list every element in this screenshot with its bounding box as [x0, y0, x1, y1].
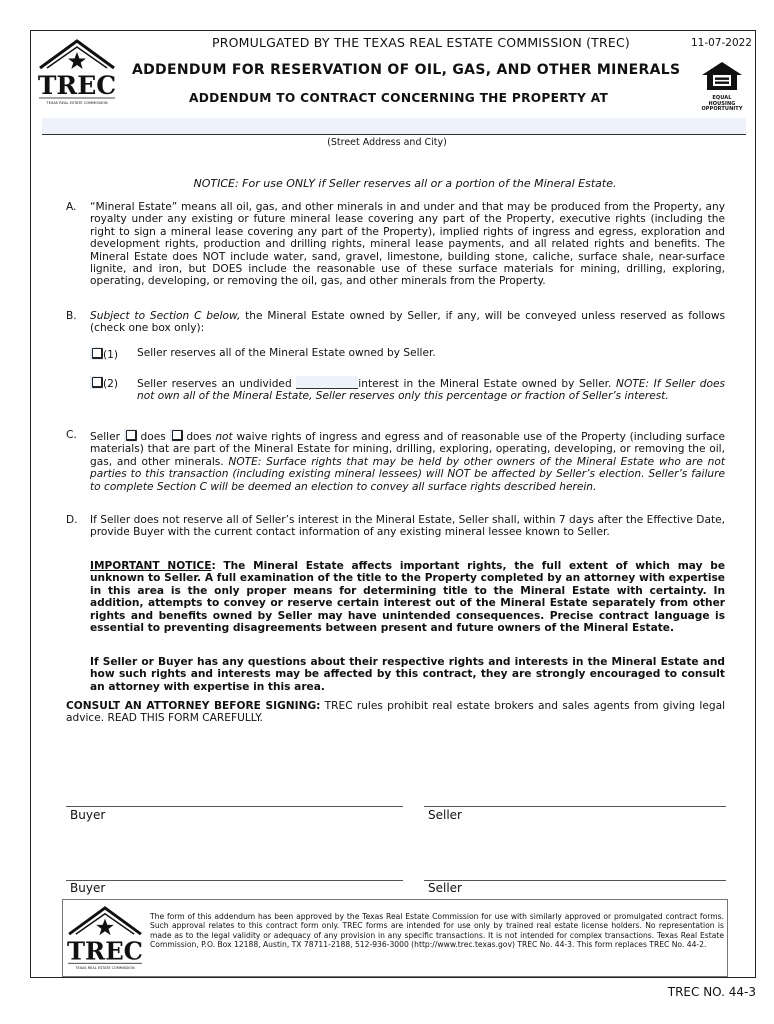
section-b-intro: the Mineral Estate owned by Seller, if any, will be conveyed unless reserved as follows (check one box only): — [90, 310, 726, 335]
section-a — [66, 201, 725, 288]
consult-text: TREC rules prohibit real estate brokers and sales agents from giving legal advice. READ THIS FORM CAREFULLY. — [66, 700, 726, 725]
questions-paragraph: If Seller or Buyer has any questions about their respective rights and interests in the Mineral Estate and how such rights and interests may be affected by this contract, they are strongly encouraged to consult an attorney with expertise in this area. — [90, 656, 725, 693]
option-1-text: Seller reserves all of the Mineral Estate owned by Seller. — [137, 347, 436, 359]
section-c-label: C. — [66, 429, 77, 441]
svg-text:TREC: TREC — [67, 936, 143, 966]
does-waive-checkbox[interactable] — [124, 429, 137, 442]
page-border — [30, 30, 756, 978]
address-caption: (Street Address and City) — [327, 137, 447, 148]
equal-housing-text — [697, 96, 747, 113]
seller-signature-line-2[interactable] — [424, 880, 726, 881]
important-notice — [90, 560, 725, 634]
section-d-text: If Seller does not reserve all of Seller’s interest in the Mineral Estate, Seller shall, within 7 days after the Effective Date, provide Buyer with the current contact information of any existing mineral lessee known to Seller. — [90, 514, 725, 539]
section-d — [66, 514, 725, 539]
does-not-waive-checkbox[interactable] — [170, 429, 183, 442]
seller-signature-line-1[interactable] — [424, 806, 726, 807]
footer-disclaimer: The form of this addendum has been approved by the Texas Real Estate Commission for use with similarly approved or promulgated contract forms. Such approval relates to this contract form only. TREC forms are intended for use only by trained real estate license holders. No representation is made as to the legal validity or adequacy of any provision in any specific transactions. It is not intended for complex transactions. Texas Real Estate Commission, P.O. Box 12188, Austin, TX 78711-2188, 512-936-3000 (http://www.trec.texas.gov) TREC No. 44-3. This form replaces TREC No. 44-2. — [150, 912, 724, 949]
important-notice-text: : The Mineral Estate affects important rights, the full extent of which may be unknown to Seller. A full examination of the title to the Property completed by an attorney with expertise in this area is the only proper means for determining title to the Mineral Estate with certainty. In addition, attempts to convey or reserve certain interest out of the Mineral Estate separately from other rights and benefits owned by Seller may have unintended consequences. Precise contract language is essential to preventing disagreements between present and future owners of the Mineral Estate. — [90, 560, 726, 635]
trec-house-star-icon — [66, 905, 144, 971]
consult-bold: CONSULT AN ATTORNEY BEFORE SIGNING: — [66, 700, 321, 712]
svg-text:TEXAS REAL ESTATE COMMISSION: TEXAS REAL ESTATE COMMISSION — [46, 101, 108, 105]
section-b-intro-italic: Subject to Section C below, — [90, 310, 241, 322]
buyer-label-2: Buyer — [70, 881, 106, 895]
section-c — [66, 429, 725, 493]
buyer-label-1: Buyer — [70, 808, 106, 822]
consult-attorney — [66, 700, 725, 725]
option-1-checkbox[interactable] — [90, 347, 103, 360]
option-1-number: (1) — [103, 349, 119, 361]
not-italic: not — [215, 431, 233, 443]
section-a-label: A. — [66, 201, 77, 213]
option-2-text-before: Seller reserves an undivided — [137, 378, 297, 390]
promulgated-line — [0, 35, 774, 50]
important-notice-label: IMPORTANT NOTICE — [90, 560, 212, 572]
section-c-text: waive rights of ingress and egress and of reasonable use of the Property (including surface materials) that are part of the Mineral Estate for mining, drilling, exploring, operating, developing, or removing the oil, gas, and other minerals. — [90, 431, 725, 468]
form-date: 11-07-2022 — [690, 37, 752, 49]
section-c-seller: Seller — [90, 431, 121, 443]
seller-label-2: Seller — [428, 881, 462, 895]
section-b-option-2 — [90, 376, 725, 403]
seller-label-1: Seller — [428, 808, 462, 822]
option-2-text-after: interest in the Mineral Estate owned by Seller. — [358, 378, 617, 390]
does-not-label: does — [186, 431, 212, 443]
eho-line-2: HOUSING — [708, 100, 736, 107]
section-a-text: “Mineral Estate” means all oil, gas, and other minerals in and under and that may be produced from the Property, any royalty under any existing or future mineral lease covering any part of the Property, executive rights (including the right to sign a mineral lease covering any part of the Property), implied rights of ingress and egress, exploration and development rights, production and drilling rights, mineral lease payments, and all related rights and benefits. The Mineral Estate does NOT include water, sand, gravel, limestone, building stone, caliche, surface shale, near-surface lignite, and iron, but DOES include the reasonable use of these surface materials for mining, drilling, exploring, operating, developing, or removing the oil, gas, and other minerals from the Property. — [90, 201, 725, 288]
street-address-input[interactable] — [42, 118, 746, 135]
equal-housing-logo — [697, 60, 747, 113]
svg-text:TEXAS REAL ESTATE COMMISSION: TEXAS REAL ESTATE COMMISSION — [75, 966, 135, 971]
section-d-label: D. — [66, 514, 78, 526]
does-label: does — [140, 431, 166, 443]
section-b-option-1 — [90, 347, 725, 361]
section-b — [66, 310, 726, 335]
eho-line-3: OPPORTUNITY — [701, 106, 743, 112]
section-c-note: NOTE: Surface rights that may be held by other owners of the Mineral Estate who are not parties to this transaction (including existing mineral lessees) will NOT be affected by Seller’s election. Seller’s failure to complete Section C will be deemed an election to convey all surface rights described herein. — [90, 455, 725, 493]
notice: NOTICE: For use ONLY if Seller reserves all or a portion of the Mineral Estate. — [193, 177, 617, 190]
footer-trec-logo — [66, 905, 144, 975]
reserved-interest-input[interactable] — [296, 376, 358, 389]
buyer-signature-line-1[interactable] — [66, 806, 403, 807]
svg-text:TREC: TREC — [37, 71, 117, 100]
option-2-number: (2) — [103, 378, 119, 390]
form-subtitle: ADDENDUM TO CONTRACT CONCERNING THE PROPERTY AT — [189, 91, 609, 105]
promulgated-text: PROMULGATED BY THE TEXAS REAL ESTATE COMMISSION (TREC) — [211, 35, 631, 50]
equal-housing-icon — [700, 60, 744, 92]
section-b-label: B. — [66, 310, 77, 322]
option-2-note: NOTE: If Seller does not own all of the Mineral Estate, Seller reserves only this percentage or fraction of Seller’s interest. — [137, 378, 725, 403]
eho-line-1: EQUAL — [712, 95, 732, 101]
option-2-checkbox[interactable] — [90, 376, 103, 389]
buyer-signature-line-2[interactable] — [66, 880, 403, 881]
form-title: ADDENDUM FOR RESERVATION OF OIL, GAS, AND OTHER MINERALS — [132, 62, 681, 78]
option-2-body — [137, 376, 725, 403]
form-number: TREC NO. 44-3 — [667, 985, 756, 999]
